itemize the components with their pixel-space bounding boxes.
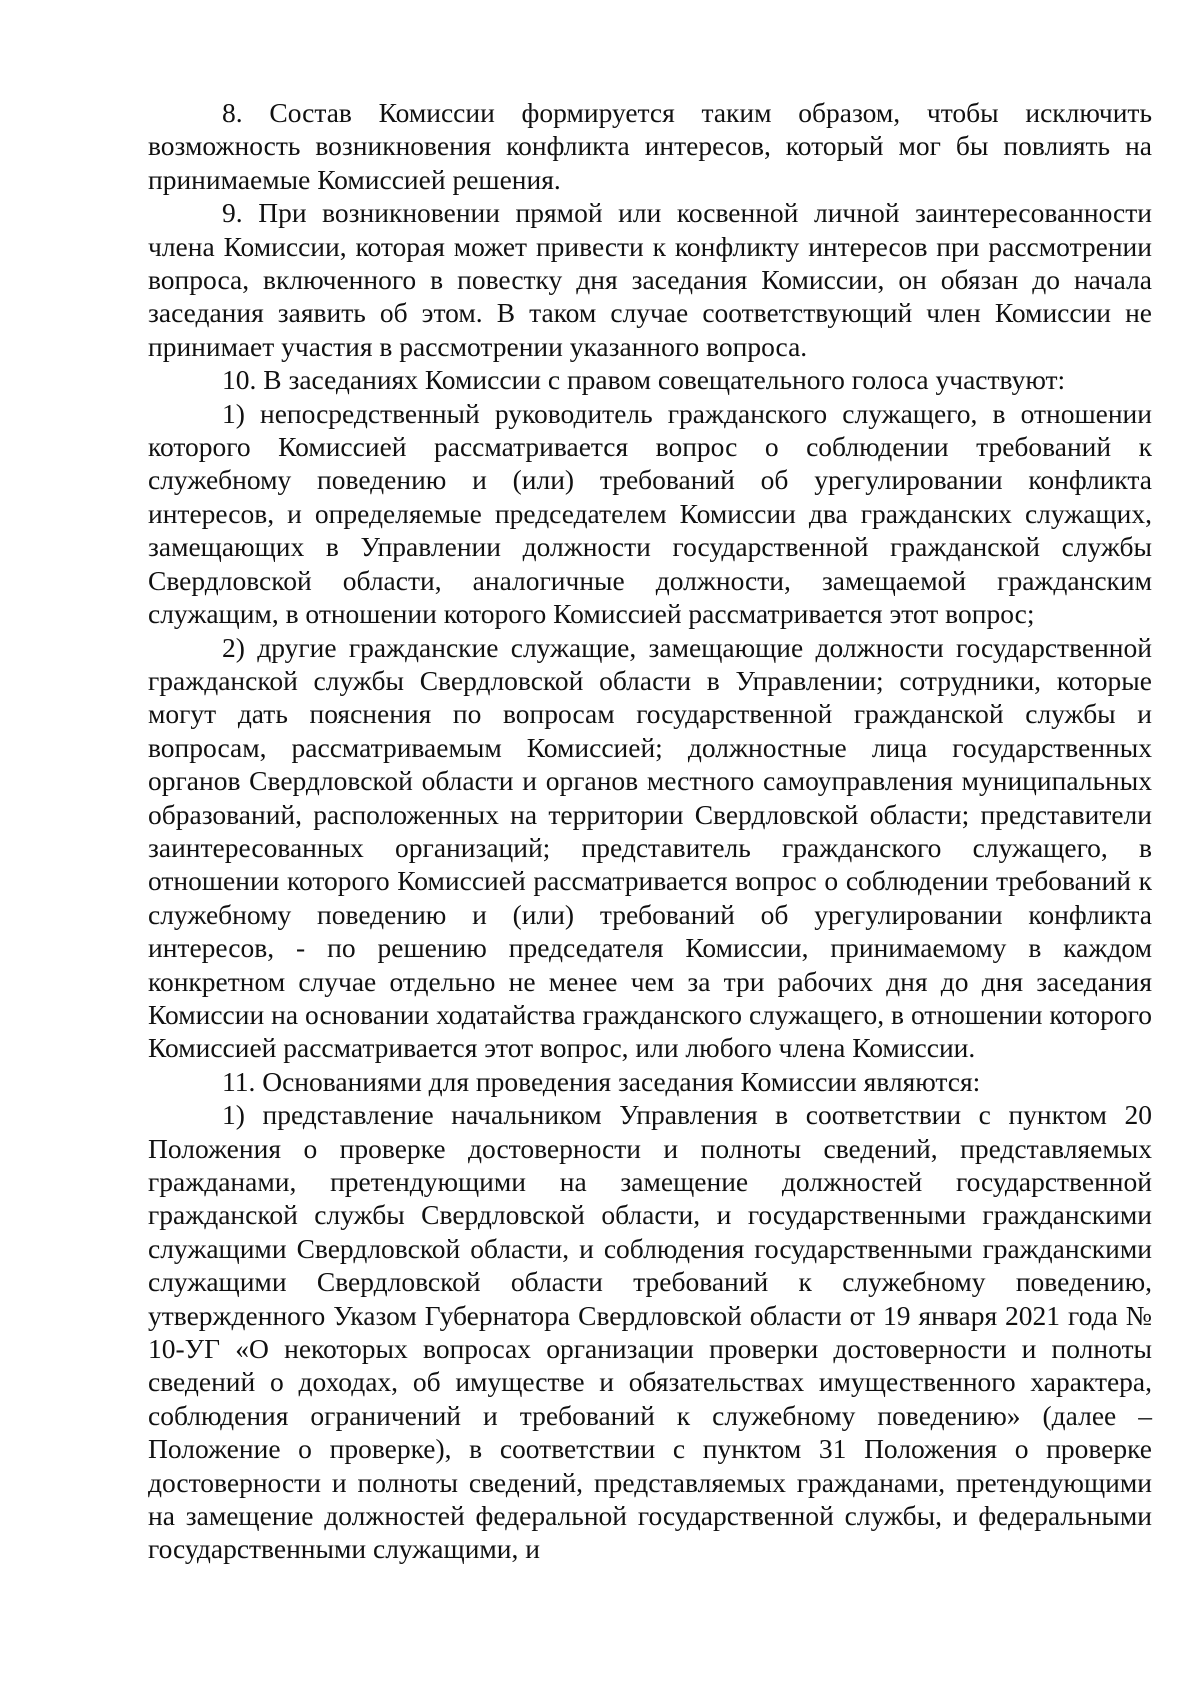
- paragraph-10-item-1: 1) непосредственный руководитель гражданского служащего, в отношении которого Комиссией рассматривается вопрос о соблюдении требований к служебному поведению и (или) требований об урегулировании конфликта интересов, и определяемые председателем Комиссии два гражданских служащих, замещающих в Управлении должности государственной гражданской службы Свердловской области, аналогичные должности, замещаемой гражданским служащим, в отношении которого Комиссией рассматривается этот вопрос;: [148, 397, 1152, 630]
- paragraph-11-item-1: 1) представление начальником Управления в соответствии с пунктом 20 Положения о проверке достоверности и полноты сведений, представляемых гражданами, претендующими на замещение должностей государственной гражданской службы Свердловской области, и государственными гражданскими служащими Свердловской области, и соблюдения государственными гражданскими служащими Свердловской области требований к служебному поведению, утвержденного Указом Губернатора Свердловской области от 19 января 2021 года № 10-УГ «О некоторых вопросах организации проверки достоверности и полноты сведений о доходах, об имуществе и обязательствах имущественного характера, соблюдения ограничений и требований к служебному поведению» (далее – Положение о проверке), в соответствии с пунктом 31 Положения о проверке достоверности и полноты сведений, представляемых гражданами, претендующими на замещение должностей федеральной государственной службы, и федеральными государственными служащими, и: [148, 1099, 1152, 1565]
- paragraph-11: 11. Основаниями для проведения заседания Комиссии являются:: [222, 1065, 981, 1097]
- paragraph-10-item-2: 2) другие гражданские служащие, замещающие должности государственной гражданской службы Свердловской области в Управлении; сотрудники, которые могут дать пояснения по вопросам государственной гражданской службы и вопросам, рассматриваемым Комиссией; должностные лица государственных органов Свердловской области и органов местного самоуправления муниципальных образований, расположенных на территории Свердловской области; представители заинтересованных организаций; представитель гражданского служащего, в отношении которого Комиссией рассматривается вопрос о соблюдении требований к служебному поведению и (или) требований об урегулировании конфликта интересов, - по решению председателя Комиссии, принимаемому в каждом конкретном случае отдельно не менее чем за три рабочих дня до дня заседания Комиссии на основании ходатайства гражданского служащего, в отношении которого Комиссией рассматривается этот вопрос, или любого члена Комиссии.: [148, 631, 1152, 1064]
- paragraph-10: 10. В заседаниях Комиссии с правом совещательного голоса участвуют:: [222, 364, 1066, 396]
- paragraph-9: 9. При возникновении прямой или косвенной личной заинтересованности члена Комиссии, которая может привести к конфликту интересов при рассмотрении вопроса, включенного в повестку дня заседания Комиссии, он обязан до начала заседания заявить об этом. В таком случае соответствующий член Комиссии не принимает участия в рассмотрении указанного вопроса.: [148, 197, 1152, 362]
- document-body: [148, 96, 1152, 1566]
- paragraph-8: 8. Состав Комиссии формируется таким образом, чтобы исключить возможность возникновения конфликта интересов, который мог бы повлиять на принимаемые Комиссией решения.: [148, 97, 1152, 195]
